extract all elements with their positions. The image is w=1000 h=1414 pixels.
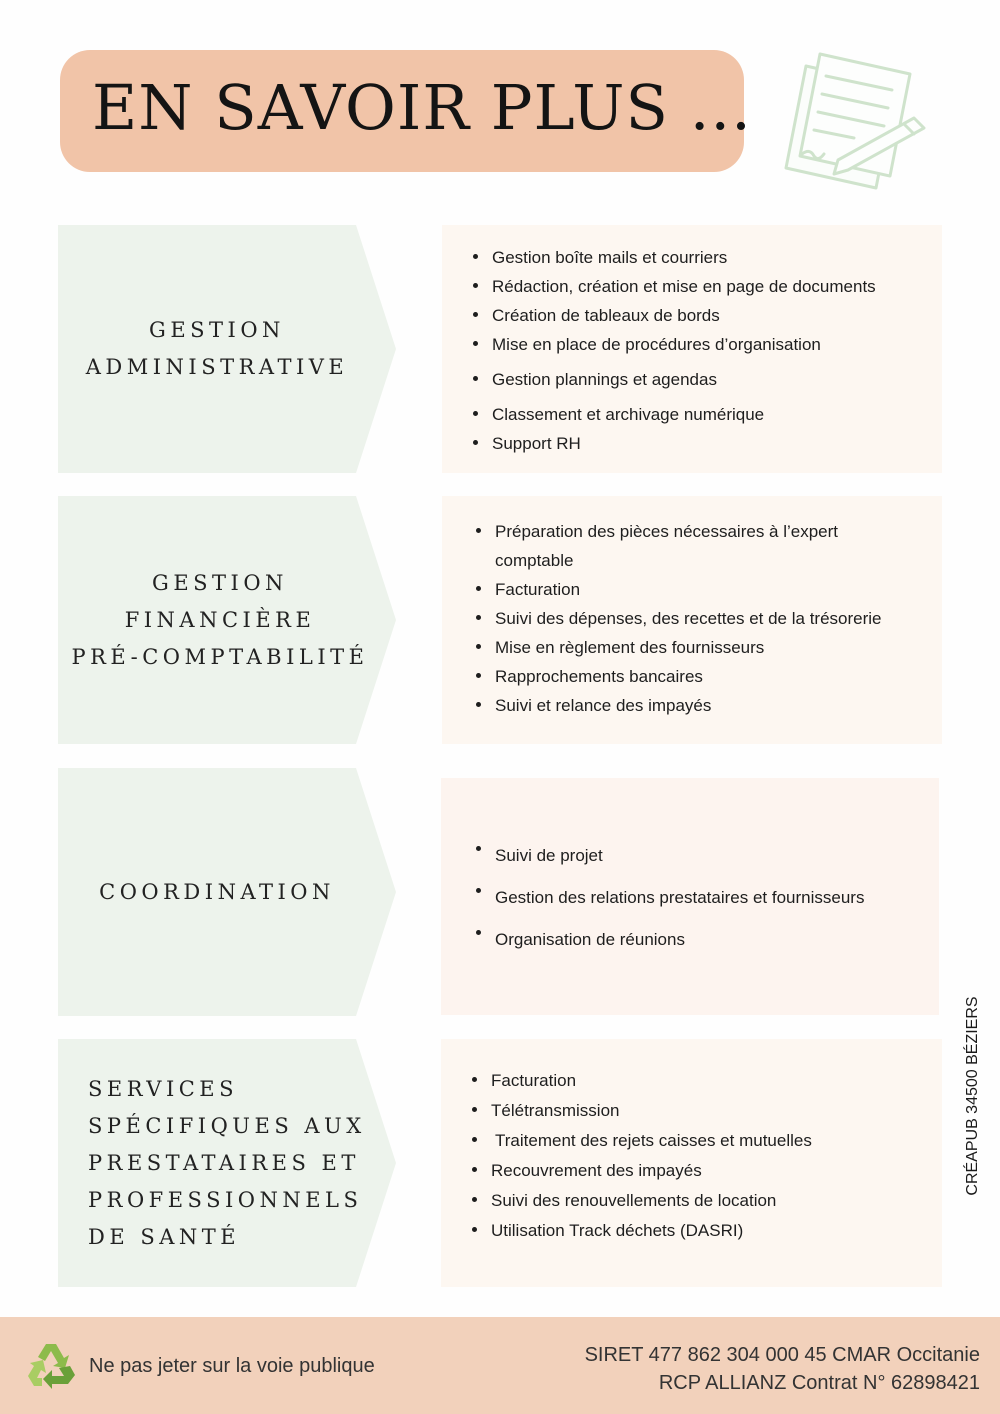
section-label-line: GESTION [149, 318, 285, 342]
services-panel [441, 1039, 942, 1287]
section-gestion-administrative [58, 225, 942, 473]
section-label-arrow [58, 496, 398, 744]
list-item: Rapprochements bancaires [473, 662, 882, 691]
section-label [58, 225, 376, 473]
section-label-line: FINANCIÈRE [124, 607, 316, 632]
list-item-continuation [473, 546, 882, 575]
section-label-arrow [58, 1039, 398, 1287]
list-item: Traitement des rejets caisses et mutuelles [469, 1126, 812, 1156]
list-item: Mise en règlement des fournisseurs [473, 633, 882, 662]
services-panel [442, 225, 942, 473]
page-title: EN SAVOIR PLUS ... [92, 71, 752, 144]
section-label [58, 1039, 378, 1287]
section-label-arrow [58, 768, 398, 1016]
list-item: Organisation de réunions [473, 919, 864, 961]
list-item: Gestion plannings et agendas [470, 365, 876, 394]
section-label [58, 496, 382, 744]
list-item: Gestion des relations prestataires et fournisseurs [473, 877, 864, 919]
section-gestion-financiere [58, 496, 942, 744]
section-label [58, 768, 376, 1016]
recycle-icon [26, 1340, 78, 1390]
footer-legal [585, 1341, 980, 1397]
list-item: Création de tableaux de bords [470, 301, 876, 330]
title-banner [60, 50, 752, 172]
section-label-line: SPÉCIFIQUES AUX [88, 1113, 366, 1138]
list-item: Mise en place de procédures d’organisation [470, 330, 876, 359]
services-panel [442, 496, 942, 744]
footer-rcp: RCP ALLIANZ Contrat N° 62898421 [658, 1372, 980, 1394]
list-item: Préparation des pièces nécessaires à l’expert [473, 517, 882, 546]
document-pen-icon [776, 48, 932, 200]
list-item: Support RH [470, 429, 876, 458]
list-item: Classement et archivage numérique [470, 400, 876, 429]
list-item: Recouvrement des impayés [469, 1156, 812, 1186]
list-item: Utilisation Track déchets (DASRI) [469, 1216, 812, 1246]
section-label-arrow [58, 225, 398, 473]
list-item: Télétransmission [469, 1096, 812, 1126]
footer-notice: Ne pas jeter sur la voie publique [89, 1355, 375, 1377]
list-item: Rédaction, création et mise en page de documents [470, 272, 876, 301]
section-label-line: GESTION [152, 570, 288, 595]
section-label-line: COORDINATION [99, 879, 335, 904]
footer-siret: SIRET 477 862 304 000 45 CMAR Occitanie [584, 1344, 980, 1366]
services-panel [441, 778, 939, 1015]
footer [0, 1317, 1000, 1414]
section-label-line: PRÉ-COMPTABILITÉ [71, 644, 369, 669]
list-item: Suivi de projet [473, 835, 864, 877]
list-item: Suivi des dépenses, des recettes et de la trésorerie [473, 604, 882, 633]
side-credit: CRÉAPUB 34500 BÉZIERS [964, 996, 981, 1196]
section-label-line: ADMINISTRATIVE [85, 355, 349, 379]
list-item: Gestion boîte mails et courriers [470, 243, 876, 272]
list-item: Facturation [473, 575, 882, 604]
section-label-line: PROFESSIONNELS [88, 1187, 363, 1212]
section-label-line: PRESTATAIRES ET [88, 1150, 360, 1175]
section-label-line: SERVICES [88, 1076, 239, 1101]
list-item: Suivi des renouvellements de location [469, 1186, 812, 1216]
section-label-line: DE SANTÉ [88, 1224, 241, 1249]
section-coordination [58, 768, 942, 1016]
list-item: Suivi et relance des impayés [473, 691, 882, 720]
list-item-text: comptable [495, 551, 574, 570]
section-services-sante [58, 1039, 942, 1287]
list-item: Facturation [469, 1066, 812, 1096]
